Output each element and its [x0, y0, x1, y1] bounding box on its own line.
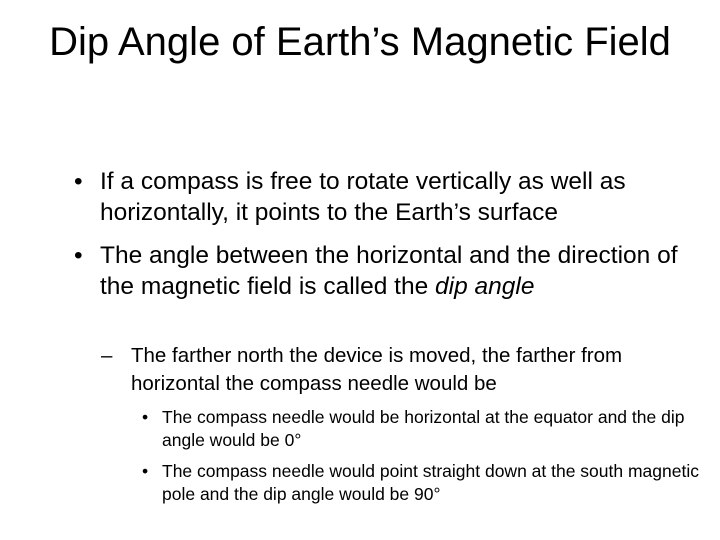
bullet-marker: •: [74, 168, 83, 195]
sub-sub-bullet-item: [142, 460, 702, 506]
sub-bullet-item: [101, 342, 701, 398]
bullet-text: If a compass is free to rotate vertically as well as horizontally, it points to the Earth’s surface: [100, 168, 626, 226]
slide-title: Dip Angle of Earth’s Magnetic Field: [49, 20, 671, 64]
sub-sub-bullet-item: [142, 406, 702, 452]
bullet-item: [74, 166, 700, 228]
bullet-text: The angle between the horizontal and the direction of the magnetic field is called the: [100, 242, 678, 300]
bullet-emphasis: dip angle: [435, 273, 535, 300]
bullet-marker: •: [142, 461, 149, 481]
sub-sub-bullet-text: The compass needle would point straight down at the south magnetic pole and the dip angle would be 90°: [162, 461, 699, 504]
bullet-marker: •: [142, 407, 149, 427]
sub-sub-bullet-text: The compass needle would be horizontal at the equator and the dip angle would be 0°: [162, 407, 685, 450]
dash-marker: –: [101, 344, 113, 367]
sub-bullet-text: The farther north the device is moved, the farther from horizontal the compass needle would be: [131, 344, 623, 395]
bullet-marker: •: [74, 242, 83, 269]
bullet-item: [74, 240, 700, 302]
